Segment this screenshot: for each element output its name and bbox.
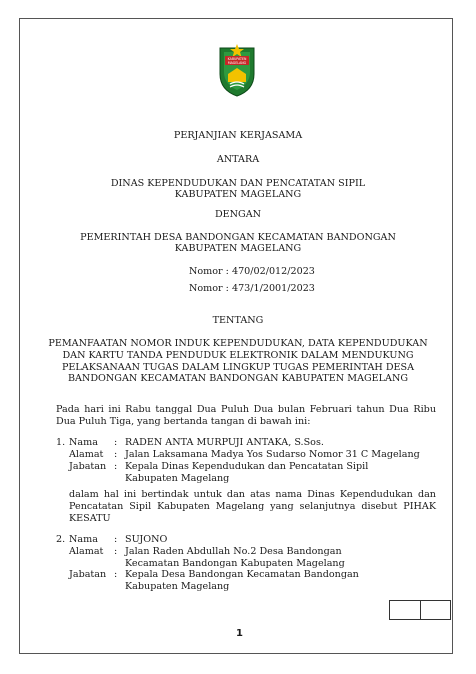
intro-paragraph: Pada hari ini Rabu tanggal Dua Puluh Dua bulan Februari tahun Dua Ribu Dua Puluh Tiga, yang bertanda tangan di bawah ini: [56,404,436,427]
paraf-cell-left [390,601,421,619]
party1-heading-line2: KABUPATEN MAGELANG [174,189,302,200]
party1-jabatan-line2: Kabupaten Magelang [125,473,230,484]
dengan-label: DENGAN [214,209,262,220]
party1-nama-label: Nama [69,437,98,448]
party2-number: 2. [56,534,66,545]
party1-nama-sep: : [114,437,118,448]
paraf-cell-right [421,601,451,619]
party1-nama: RADEN ANTA MURPUJI ANTAKA, S.Sos. [125,437,324,448]
nomor-1: Nomor : 470/02/012/2023 [189,266,315,277]
party1-jabatan-label: Jabatan [69,461,107,472]
party2-nama: SUJONO [125,534,168,545]
party2-heading-line2: KABUPATEN MAGELANG [174,243,302,254]
party1-statement: dalam hal ini bertindak untuk dan atas nama Dinas Kependudukan dan Pencatatan Sipil Kabupaten Magelang yang selanjutnya disebut PIHAK KESATU [69,489,436,524]
paraf-box [389,600,451,620]
party1-alamat-sep: : [114,449,118,460]
party2-alamat-sep: : [114,546,118,557]
tentang-label: TENTANG [212,315,264,326]
party2-nama-sep: : [114,534,118,545]
subject-line3: PELAKSANAAN TUGAS DALAM LINGKUP TUGAS PEMERINTAH DESA [61,362,415,373]
party2-jabatan-sep: : [114,569,118,580]
party2-heading-line1: PEMERINTAH DESA BANDONGAN KECAMATAN BANDONGAN [80,232,396,243]
party1-heading-line1: DINAS KEPENDUDUKAN DAN PENCATATAN SIPIL [110,178,366,189]
document-title: PERJANJIAN KERJASAMA [173,130,303,141]
antara-label: ANTARA [216,154,260,165]
party2-nama-label: Nama [69,534,98,545]
subject-line1: PEMANFAATAN NOMOR INDUK KEPENDUDUKAN, DATA KEPENDUDUKAN [48,338,428,349]
party2-jabatan: Kepala Desa Bandongan Kecamatan Bandongan [125,569,359,580]
emblem-text-kabupaten: KABUPATEN [227,57,247,61]
party2-alamat-label: Alamat [69,546,104,557]
nomor-2: Nomor : 473/1/2001/2023 [189,283,315,294]
party1-alamat-label: Alamat [69,449,104,460]
party2-jabatan-line2: Kabupaten Magelang [125,581,230,592]
party2-jabatan-label: Jabatan [69,569,107,580]
subject-line2: DAN KARTU TANDA PENDUDUK ELEKTRONIK DALAM MENDUKUNG [62,350,414,361]
emblem-text-magelang: MAGELANG [227,61,247,65]
party1-number: 1. [56,437,66,448]
subject-line4: BANDONGAN KECAMATAN BANDONGAN KABUPATEN MAGELANG [67,373,409,384]
page-number: 1 [236,628,243,639]
party2-alamat-line2: Kecamatan Bandongan Kabupaten Magelang [125,558,345,569]
kabupaten-magelang-emblem-icon [216,44,258,98]
party1-alamat: Jalan Laksamana Madya Yos Sudarso Nomor 31 C Magelang [125,449,420,460]
party2-alamat: Jalan Raden Abdullah No.2 Desa Bandongan [125,546,342,557]
party1-jabatan: Kepala Dinas Kependudukan dan Pencatatan Sipil [125,461,369,472]
party1-jabatan-sep: : [114,461,118,472]
